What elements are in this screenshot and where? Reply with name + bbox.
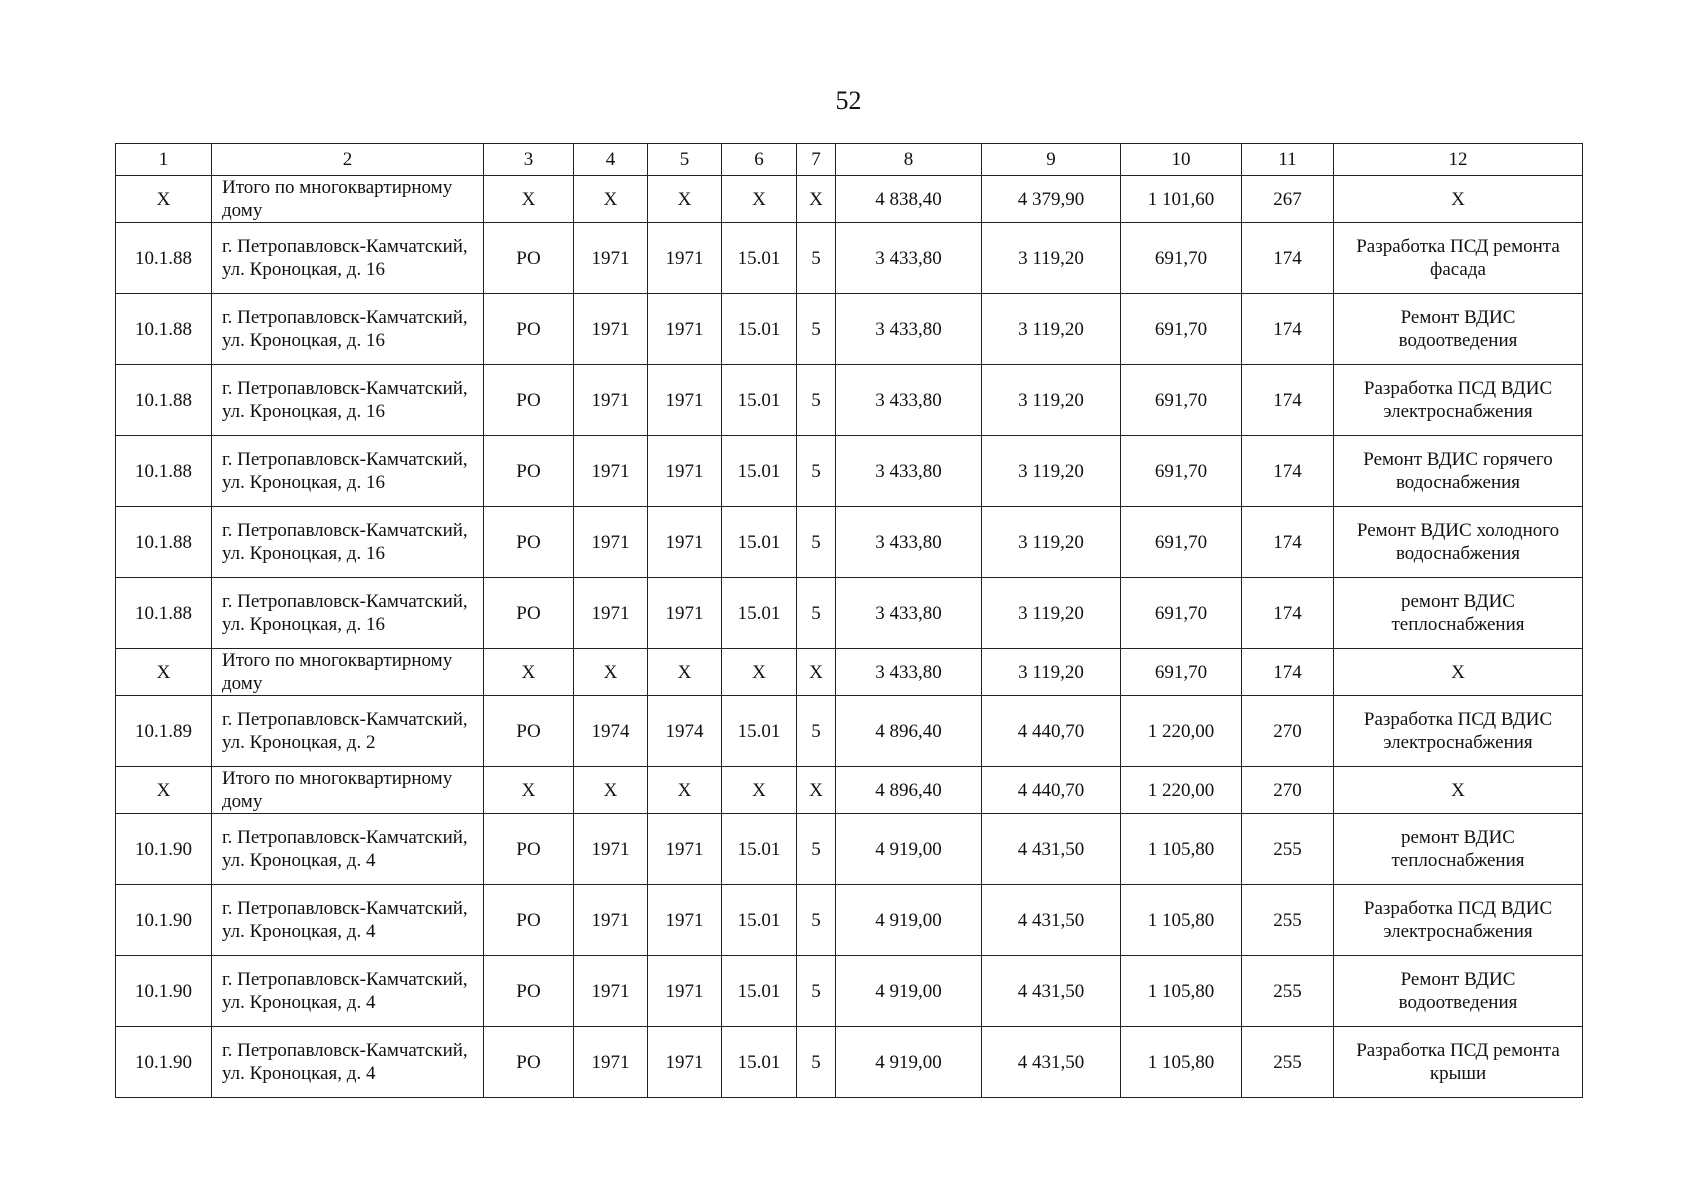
type-cell: X — [484, 176, 574, 223]
row-number-cell: 10.1.90 — [116, 814, 212, 885]
type-cell: РО — [484, 294, 574, 365]
value-col-6-cell: 15.01 — [722, 294, 797, 365]
table-row — [116, 1027, 1583, 1098]
year-built-cell: 1971 — [574, 1027, 648, 1098]
work-type-cell: X — [1334, 649, 1583, 696]
value-col-8-cell: 4 896,40 — [836, 767, 982, 814]
value-col-6-cell: 15.01 — [722, 365, 797, 436]
data-table — [115, 143, 1583, 1098]
value-col-10-cell: 691,70 — [1121, 365, 1242, 436]
value-col-8-cell: 4 896,40 — [836, 696, 982, 767]
total-row — [116, 176, 1583, 223]
year-commissioned-cell: 1971 — [648, 223, 722, 294]
type-cell: РО — [484, 507, 574, 578]
value-col-7-cell: X — [797, 767, 836, 814]
table-row — [116, 436, 1583, 507]
value-col-6-cell: 15.01 — [722, 436, 797, 507]
value-col-10-cell: 1 105,80 — [1121, 814, 1242, 885]
table-row — [116, 814, 1583, 885]
work-type-cell: Ремонт ВДИС горячего водоснабжения — [1334, 436, 1583, 507]
value-col-10-cell: 691,70 — [1121, 223, 1242, 294]
type-cell: РО — [484, 365, 574, 436]
value-col-9-cell: 4 431,50 — [982, 885, 1121, 956]
row-number-cell: 10.1.90 — [116, 885, 212, 956]
table-row — [116, 223, 1583, 294]
value-col-10-cell: 691,70 — [1121, 649, 1242, 696]
year-built-cell: 1971 — [574, 578, 648, 649]
year-built-cell: X — [574, 176, 648, 223]
value-col-7-cell: 5 — [797, 578, 836, 649]
table-row — [116, 696, 1583, 767]
year-commissioned-cell: 1971 — [648, 507, 722, 578]
value-col-10-cell: 1 220,00 — [1121, 767, 1242, 814]
value-col-9-cell: 3 119,20 — [982, 578, 1121, 649]
header-cell: 2 — [212, 144, 484, 176]
year-built-cell: 1971 — [574, 294, 648, 365]
year-commissioned-cell: 1974 — [648, 696, 722, 767]
type-cell: РО — [484, 814, 574, 885]
work-type-cell: Разработка ПСД ремонта крыши — [1334, 1027, 1583, 1098]
value-col-9-cell: 3 119,20 — [982, 223, 1121, 294]
row-number-cell: 10.1.90 — [116, 1027, 212, 1098]
value-col-7-cell: 5 — [797, 365, 836, 436]
value-col-7-cell: 5 — [797, 223, 836, 294]
header-cell: 4 — [574, 144, 648, 176]
value-col-11-cell: 255 — [1242, 814, 1334, 885]
year-built-cell: 1971 — [574, 365, 648, 436]
address-cell: г. Петропавловск-Камчатский, ул. Кроноцкая, д. 16 — [212, 365, 484, 436]
type-cell: РО — [484, 885, 574, 956]
address-cell: г. Петропавловск-Камчатский, ул. Кроноцкая, д. 2 — [212, 696, 484, 767]
value-col-8-cell: 4 919,00 — [836, 1027, 982, 1098]
work-type-cell: Разработка ПСД ВДИС электроснабжения — [1334, 696, 1583, 767]
header-cell: 9 — [982, 144, 1121, 176]
value-col-8-cell: 3 433,80 — [836, 436, 982, 507]
value-col-11-cell: 174 — [1242, 578, 1334, 649]
year-commissioned-cell: X — [648, 649, 722, 696]
value-col-8-cell: 3 433,80 — [836, 223, 982, 294]
address-cell: г. Петропавловск-Камчатский, ул. Кроноцкая, д. 4 — [212, 956, 484, 1027]
work-type-cell: Разработка ПСД ВДИС электроснабжения — [1334, 365, 1583, 436]
table-row — [116, 294, 1583, 365]
row-number-cell: 10.1.89 — [116, 696, 212, 767]
type-cell: РО — [484, 1027, 574, 1098]
type-cell: РО — [484, 223, 574, 294]
row-number-cell: X — [116, 176, 212, 223]
type-cell: РО — [484, 696, 574, 767]
value-col-7-cell: X — [797, 176, 836, 223]
value-col-6-cell: 15.01 — [722, 578, 797, 649]
row-number-cell: 10.1.88 — [116, 507, 212, 578]
value-col-7-cell: 5 — [797, 436, 836, 507]
value-col-10-cell: 1 220,00 — [1121, 696, 1242, 767]
value-col-11-cell: 270 — [1242, 696, 1334, 767]
address-cell: г. Петропавловск-Камчатский, ул. Кроноцкая, д. 4 — [212, 885, 484, 956]
header-row — [116, 144, 1583, 176]
value-col-8-cell: 3 433,80 — [836, 507, 982, 578]
address-cell: г. Петропавловск-Камчатский, ул. Кроноцкая, д. 16 — [212, 294, 484, 365]
value-col-8-cell: 4 919,00 — [836, 885, 982, 956]
value-col-11-cell: 255 — [1242, 1027, 1334, 1098]
value-col-9-cell: 4 431,50 — [982, 956, 1121, 1027]
type-cell: РО — [484, 436, 574, 507]
value-col-10-cell: 1 105,80 — [1121, 956, 1242, 1027]
header-cell: 1 — [116, 144, 212, 176]
year-built-cell: 1971 — [574, 436, 648, 507]
row-number-cell: 10.1.88 — [116, 294, 212, 365]
year-commissioned-cell: 1971 — [648, 814, 722, 885]
address-cell: г. Петропавловск-Камчатский, ул. Кроноцкая, д. 16 — [212, 436, 484, 507]
table-row — [116, 885, 1583, 956]
work-type-cell: Разработка ПСД ВДИС электроснабжения — [1334, 885, 1583, 956]
work-type-cell: Ремонт ВДИС водоотведения — [1334, 294, 1583, 365]
value-col-6-cell: 15.01 — [722, 696, 797, 767]
header-cell: 12 — [1334, 144, 1583, 176]
type-cell: РО — [484, 578, 574, 649]
work-type-cell: X — [1334, 767, 1583, 814]
row-number-cell: 10.1.88 — [116, 223, 212, 294]
value-col-10-cell: 691,70 — [1121, 436, 1242, 507]
value-col-6-cell: X — [722, 649, 797, 696]
value-col-11-cell: 174 — [1242, 436, 1334, 507]
value-col-11-cell: 174 — [1242, 649, 1334, 696]
table-row — [116, 507, 1583, 578]
year-built-cell: 1974 — [574, 696, 648, 767]
header-cell: 6 — [722, 144, 797, 176]
value-col-11-cell: 174 — [1242, 294, 1334, 365]
value-col-11-cell: 267 — [1242, 176, 1334, 223]
value-col-9-cell: 4 431,50 — [982, 1027, 1121, 1098]
value-col-6-cell: 15.01 — [722, 814, 797, 885]
value-col-6-cell: 15.01 — [722, 956, 797, 1027]
year-commissioned-cell: 1971 — [648, 956, 722, 1027]
table-row — [116, 365, 1583, 436]
table-body — [116, 144, 1583, 1098]
year-commissioned-cell: 1971 — [648, 436, 722, 507]
value-col-11-cell: 174 — [1242, 507, 1334, 578]
year-built-cell: X — [574, 767, 648, 814]
row-number-cell: 10.1.90 — [116, 956, 212, 1027]
year-commissioned-cell: X — [648, 176, 722, 223]
address-cell: Итого по многоквартирному дому — [212, 649, 484, 696]
value-col-9-cell: 4 379,90 — [982, 176, 1121, 223]
year-commissioned-cell: 1971 — [648, 578, 722, 649]
work-type-cell: Ремонт ВДИС холодного водоснабжения — [1334, 507, 1583, 578]
header-cell: 3 — [484, 144, 574, 176]
value-col-8-cell: 3 433,80 — [836, 649, 982, 696]
value-col-8-cell: 4 838,40 — [836, 176, 982, 223]
row-number-cell: X — [116, 767, 212, 814]
value-col-9-cell: 3 119,20 — [982, 507, 1121, 578]
value-col-8-cell: 4 919,00 — [836, 814, 982, 885]
year-built-cell: 1971 — [574, 956, 648, 1027]
value-col-7-cell: X — [797, 649, 836, 696]
value-col-6-cell: 15.01 — [722, 885, 797, 956]
row-number-cell: X — [116, 649, 212, 696]
address-cell: г. Петропавловск-Камчатский, ул. Кроноцкая, д. 16 — [212, 223, 484, 294]
value-col-7-cell: 5 — [797, 885, 836, 956]
value-col-6-cell: 15.01 — [722, 223, 797, 294]
value-col-7-cell: 5 — [797, 507, 836, 578]
value-col-8-cell: 4 919,00 — [836, 956, 982, 1027]
table-row — [116, 578, 1583, 649]
value-col-11-cell: 174 — [1242, 365, 1334, 436]
work-type-cell: ремонт ВДИС теплоснабжения — [1334, 814, 1583, 885]
value-col-6-cell: 15.01 — [722, 1027, 797, 1098]
address-cell: г. Петропавловск-Камчатский, ул. Кроноцкая, д. 4 — [212, 814, 484, 885]
table-row — [116, 956, 1583, 1027]
year-commissioned-cell: 1971 — [648, 885, 722, 956]
address-cell: г. Петропавловск-Камчатский, ул. Кроноцкая, д. 4 — [212, 1027, 484, 1098]
value-col-11-cell: 174 — [1242, 223, 1334, 294]
value-col-11-cell: 270 — [1242, 767, 1334, 814]
year-built-cell: 1971 — [574, 885, 648, 956]
value-col-7-cell: 5 — [797, 294, 836, 365]
header-cell: 5 — [648, 144, 722, 176]
address-cell: Итого по многоквартирному дому — [212, 767, 484, 814]
header-cell: 8 — [836, 144, 982, 176]
value-col-10-cell: 1 101,60 — [1121, 176, 1242, 223]
type-cell: X — [484, 649, 574, 696]
value-col-8-cell: 3 433,80 — [836, 578, 982, 649]
address-cell: Итого по многоквартирному дому — [212, 176, 484, 223]
row-number-cell: 10.1.88 — [116, 365, 212, 436]
value-col-10-cell: 691,70 — [1121, 294, 1242, 365]
type-cell: X — [484, 767, 574, 814]
year-commissioned-cell: X — [648, 767, 722, 814]
value-col-7-cell: 5 — [797, 814, 836, 885]
type-cell: РО — [484, 956, 574, 1027]
value-col-9-cell: 4 431,50 — [982, 814, 1121, 885]
work-type-cell: Разработка ПСД ремонта фасада — [1334, 223, 1583, 294]
value-col-9-cell: 3 119,20 — [982, 294, 1121, 365]
address-cell: г. Петропавловск-Камчатский, ул. Кроноцкая, д. 16 — [212, 578, 484, 649]
header-cell: 10 — [1121, 144, 1242, 176]
year-built-cell: 1971 — [574, 223, 648, 294]
total-row — [116, 767, 1583, 814]
row-number-cell: 10.1.88 — [116, 436, 212, 507]
value-col-6-cell: 15.01 — [722, 507, 797, 578]
year-commissioned-cell: 1971 — [648, 1027, 722, 1098]
header-cell: 11 — [1242, 144, 1334, 176]
row-number-cell: 10.1.88 — [116, 578, 212, 649]
value-col-11-cell: 255 — [1242, 956, 1334, 1027]
value-col-9-cell: 3 119,20 — [982, 365, 1121, 436]
value-col-10-cell: 691,70 — [1121, 507, 1242, 578]
year-commissioned-cell: 1971 — [648, 294, 722, 365]
value-col-10-cell: 1 105,80 — [1121, 1027, 1242, 1098]
value-col-7-cell: 5 — [797, 1027, 836, 1098]
value-col-6-cell: X — [722, 767, 797, 814]
work-type-cell: Ремонт ВДИС водоотведения — [1334, 956, 1583, 1027]
total-row — [116, 649, 1583, 696]
value-col-9-cell: 4 440,70 — [982, 767, 1121, 814]
value-col-6-cell: X — [722, 176, 797, 223]
value-col-10-cell: 1 105,80 — [1121, 885, 1242, 956]
year-built-cell: X — [574, 649, 648, 696]
value-col-8-cell: 3 433,80 — [836, 294, 982, 365]
work-type-cell: X — [1334, 176, 1583, 223]
value-col-7-cell: 5 — [797, 696, 836, 767]
value-col-8-cell: 3 433,80 — [836, 365, 982, 436]
value-col-9-cell: 4 440,70 — [982, 696, 1121, 767]
header-cell: 7 — [797, 144, 836, 176]
value-col-9-cell: 3 119,20 — [982, 436, 1121, 507]
value-col-7-cell: 5 — [797, 956, 836, 1027]
work-type-cell: ремонт ВДИС теплоснабжения — [1334, 578, 1583, 649]
address-cell: г. Петропавловск-Камчатский, ул. Кроноцкая, д. 16 — [212, 507, 484, 578]
year-built-cell: 1971 — [574, 814, 648, 885]
year-built-cell: 1971 — [574, 507, 648, 578]
year-commissioned-cell: 1971 — [648, 365, 722, 436]
value-col-9-cell: 3 119,20 — [982, 649, 1121, 696]
value-col-10-cell: 691,70 — [1121, 578, 1242, 649]
value-col-11-cell: 255 — [1242, 885, 1334, 956]
page-number: 52 — [835, 86, 862, 115]
